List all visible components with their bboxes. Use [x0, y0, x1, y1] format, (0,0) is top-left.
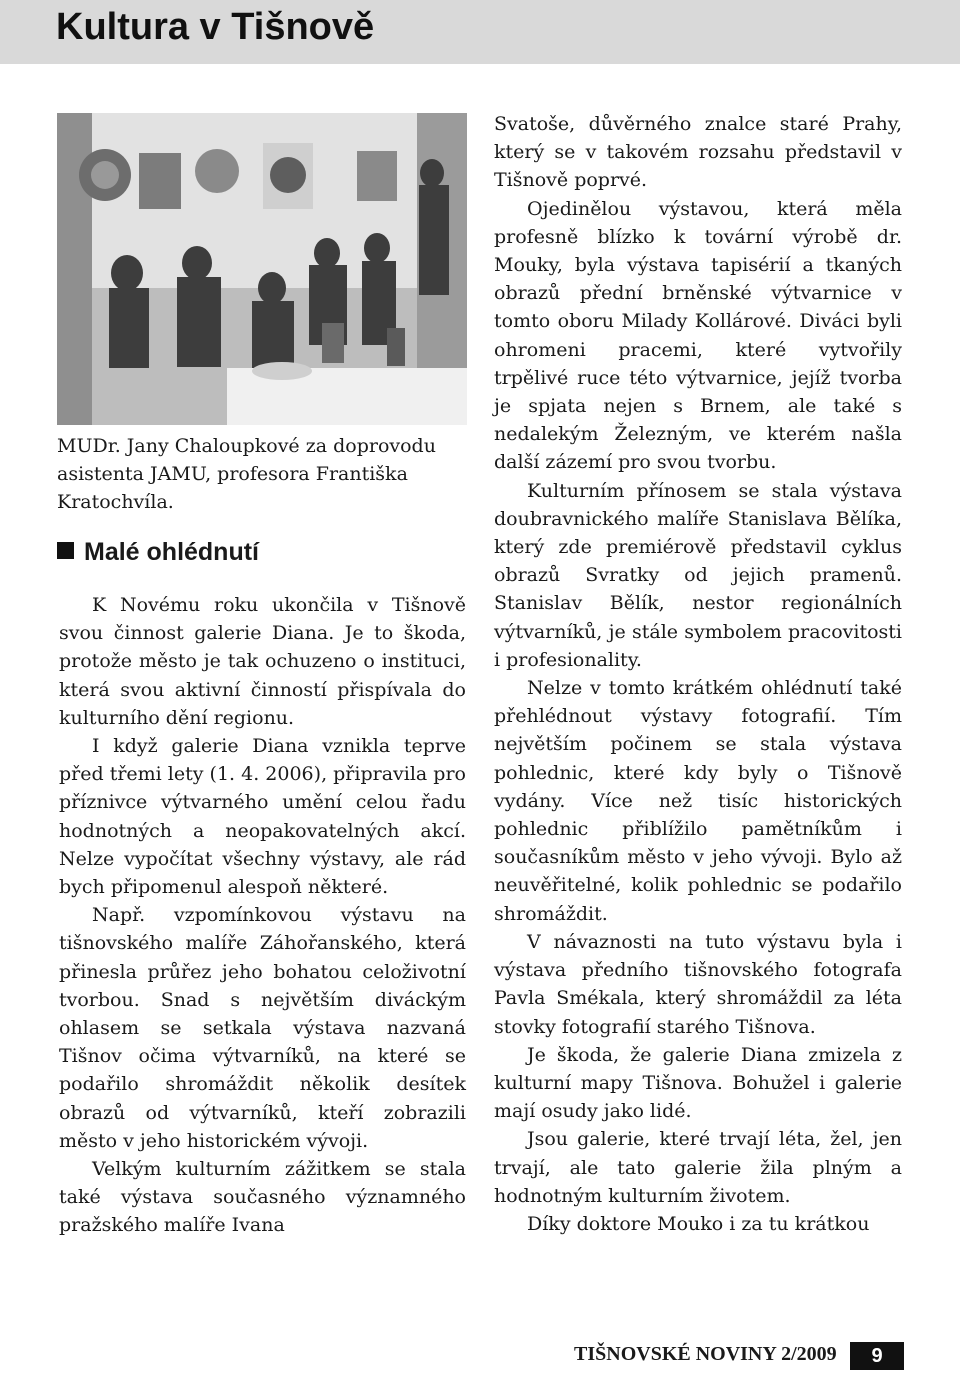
paragraph: Velkým kulturním zážitkem se stala také výstava současného významného pražského malíře Ivana [59, 1158, 466, 1237]
paragraph: Např. vzpomínkovou výstavu na tišnovského malíře Záhořanského, která přinesla průřez jeho bohatou celoživotní tvorbou. Snad s největším diváckým ohlasem se setkala výstava nazvaná Tišnov očima výtvarníků, na které se podařilo shromáždit několik desítek obrazů od výtvarníků, kteří zobrazili město v jeho historickém vývoji. [59, 904, 466, 1152]
article-left-column [59, 591, 466, 1240]
paragraph: K Novému roku ukončila v Tišnově svou činnost galerie Diana. Je to škoda, protože město je tak ochuzeno o instituci, která svou aktivní činností přispívala do kulturního dění regionu. [59, 594, 466, 729]
page-title: Kultura v Tišnově [56, 6, 375, 48]
paragraph: Nelze v tomto krátkém ohlédnutí také přehlédnout výstavy fotografií. Tím největším počinem se stala výstava pohlednic, které kdy byly o Tišnově vydány. Více než tisíc historických pohlednic přiblížilo pamětníkům i současníkům město v jeho vývoji. Bylo až neuvěřitelné, kolik pohlednic se podařilo shromáždit. [494, 677, 902, 925]
paragraph: Jsou galerie, které trvají léta, žel, jen trvají, ale tato galerie žila plným a hodnotným kulturním životem. [494, 1128, 902, 1207]
gallery-photo [57, 113, 467, 425]
paragraph: Díky doktore Mouko i za tu krátkou [527, 1212, 870, 1235]
section-heading [57, 538, 259, 567]
article-right-column [494, 110, 902, 1238]
photo-icon [57, 113, 467, 425]
publication-name: TIŠNOVSKÉ NOVINY 2/2009 [574, 1343, 837, 1365]
photo-caption: MUDr. Jany Chaloupkové za doprovodu asistenta JAMU, profesora Františka Kratochvíla. [57, 435, 436, 514]
paragraph: Svatoše, důvěrného znalce staré Prahy, který se v takovém rozsahu představil v Tišnově poprvé. [494, 113, 902, 192]
paragraph: I když galerie Diana vznikla teprve před třemi lety (1. 4. 2006), připravila pro příznivce výtvarného umění celou řadu hodnotných a neopakovatelných akcí. Nelze vypočítat všechny výstavy, ale rád bych připomenul alespoň některé. [59, 735, 466, 899]
paragraph: Je škoda, že galerie Diana zmizela z kulturní mapy Tišnova. Bohužel i galerie mají osudy jako lidé. [494, 1043, 902, 1123]
page-number: 9 [850, 1342, 904, 1370]
paragraph: V návaznosti na tuto výstavu byla i výstava předního tišnovského fotografa Pavla Smékala, který shromáždil za léta stovky fotografií starého Tišnova. [494, 930, 902, 1038]
bullet-square-icon [57, 542, 74, 559]
section-heading-text: Malé ohlédnutí [84, 538, 259, 566]
paragraph: Ojedinělou výstavou, která měla profesně blízko k tovární výrobě dr. Mouky, byla výstava tapisérií a tkaných obrazů přední brněnské výtvarnice v tomto oboru Milady Kollárové. Diváci byli ohromeni pracemi, které vytvořily trpělivé ruce této výtvarnice, jejíž tvorba je spjata nejen s Brnem, ale také s nedalekým Železným, ve kterém našla další zázemí pro svou tvorbu. [494, 197, 902, 474]
paragraph: Kulturním přínosem se stala výstava doubravnického malíře Stanislava Bělíka, který zde premiérově představil cyklus obrazů Svratky od jejich pramenů. Stanislav Bělík, nestor regionálních výtvarníků, je stále symbolem pracovitosti i profesionality. [494, 479, 902, 671]
